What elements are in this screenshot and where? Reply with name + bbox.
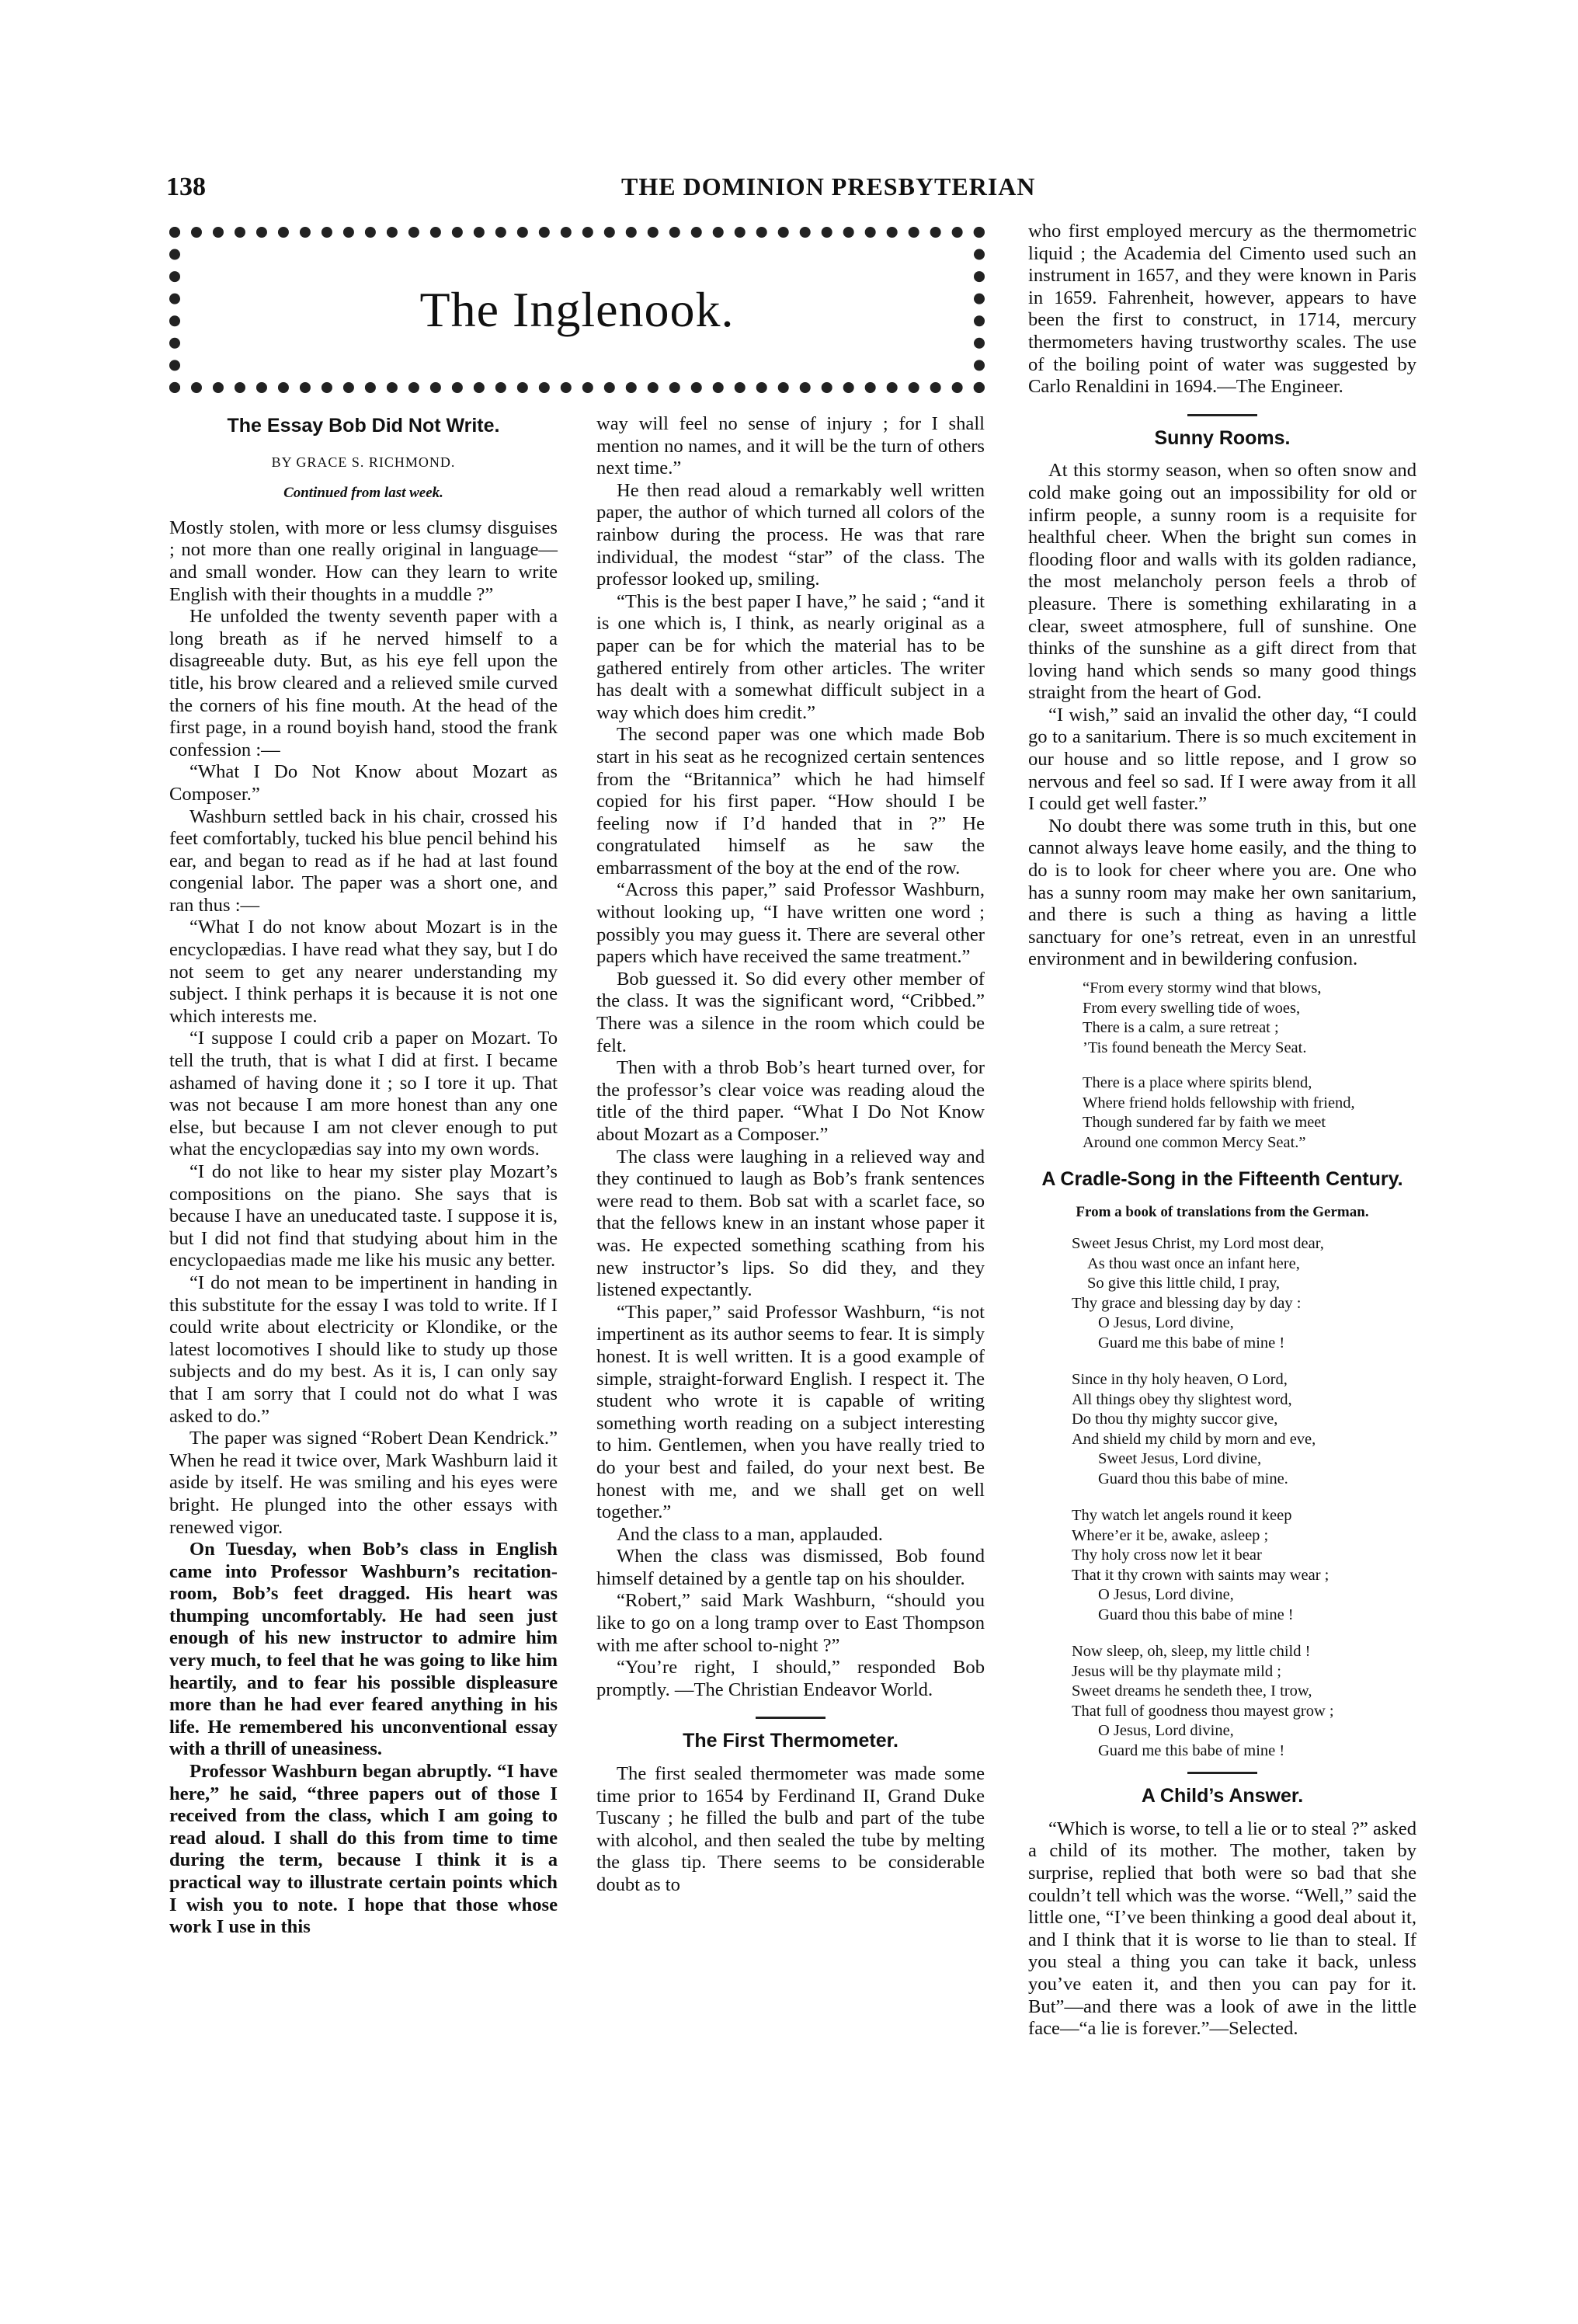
sunny-rooms-paragraph: “I wish,” said an invalid the other day, “I could go to a sanitarium. There is so much excitement in our house and so little repose, and I grow so nervous and feel so sad. If I were away from it all I could get well faster.” [1028, 704, 1416, 815]
poem-line: Thy watch let angels round it keep [1072, 1507, 1292, 1525]
poem-line: So give this little child, I pray, [1087, 1275, 1281, 1292]
poem-line: That it thy crown with saints may wear ; [1072, 1566, 1329, 1584]
poem-stanza [1083, 1073, 1416, 1153]
essay-paragraph: “Across this paper,” said Professor Washburn, without looking up, “I have written one word ; possibly you may guess it. There are several other papers which have received the same treatment.” [596, 879, 985, 968]
cradle-song-title: A Cradle-Song in the Fifteenth Century. [1041, 1168, 1403, 1190]
essay-paragraph: “You’re right, I should,” responded Bob promptly. —The Christian Endeavor World. [596, 1657, 985, 1700]
thermometer-paragraph: who first employed mercury as the thermometric liquid ; the Academia del Cimento used such an instrument in 1657, and they were known in Paris in 1659. Fahrenheit, however, appears to have been the first to construct, in 1714, mercury thermometers having trustworthy scales. The use of the boiling point of water was suggested by Carlo Renaldini in 1694.—The Engineer. [1028, 221, 1416, 398]
sunny-rooms-title: Sunny Rooms. [1154, 426, 1291, 449]
poem-line: Jesus will be thy playmate mild ; [1072, 1662, 1281, 1680]
section-divider [756, 1717, 825, 1719]
essay-paragraph: On Tuesday, when Bob’s class in English came into Professor Washburn’s recitation-room, Bob’s feet dragged. His heart was thumping uncomfortably. He had seen just enough of his new instructor to admire him very much, to feel that he was going to like him heartily, and to fear his possible displeasure more than he had ever feared anything in his life. He remembered his unconventional essay with a thrill of uneasiness. [169, 1539, 558, 1760]
essay-paragraph: “I do not like to hear my sister play Mozart’s compositions on the piano. She says that is because I have an uneducated taste. I suppose it is, but I did not find that studying about him in the encyclopaedias made me like his music any better. [169, 1161, 558, 1272]
poem-line: Do thou thy mighty succor give, [1072, 1411, 1278, 1428]
column-2 [596, 413, 985, 1897]
cradle-song-poem [1072, 1234, 1416, 1761]
poem-line: From every swelling tide of woes, [1083, 999, 1301, 1017]
childs-answer-paragraph: “Which is worse, to tell a lie or to steal ?” asked a child of its mother. The mother, taken by surprise, replied that both were so bad that she couldn’t tell which was the worse. “Well,” said the little one, “I’ve been thinking a good deal about it, and I think that it is worse to lie than to steal. If you steal a thing you can take it back, unless you’ve eaten it, and then you can pay for it. But”—and there was a look of awe in the little face—“a lie is forever.”—Selected. [1028, 1818, 1416, 2040]
poem-line: Sweet Jesus, Lord divine, [1098, 1450, 1262, 1468]
essay-paragraph: Bob guessed it. So did every other member of the class. It was the significant word, “Cribbed.” There was a silence in the room which could be felt. [596, 968, 985, 1056]
poem-line: There is a place where spirits blend, [1083, 1074, 1312, 1091]
poem-line: Thy grace and blessing day by day : [1072, 1294, 1302, 1312]
essay-paragraph: The second paper was one which made Bob start in his seat as he recognized certain sentences from the “Britannica” which he had himself copied for his first paper. “How should I be feeling now if I’d handed that in ?” He congratulated himself as he saw the embarrassment of the boy at the end of the row. [596, 724, 985, 878]
cradle-song-note: From a book of translations from the German. [1076, 1203, 1369, 1220]
section-banner [169, 227, 985, 393]
essay-paragraph: “What I do not know about Mozart is in the encyclopædias. I have read what they say, but I do not seem to get any nearer understanding my subject. I think perhaps it is because it is not one which interests me. [169, 917, 558, 1027]
essay-paragraph: Then with a throb Bob’s heart turned over, for the professor’s clear voice was reading aloud the title of the third paper. “What I Do Not Know about Mozart as a Composer.” [596, 1057, 985, 1145]
essay-paragraph: “This paper,” said Professor Washburn, “is not impertinent as its author seems to fear. It is simply honest. It is well written. It is a good example of simple, straight-forward English. I respect it. The student who wrote it is capable of writing something worth reading on a subject interesting to him. Gentlemen, when you have really tried to do your best and failed, do your next best. Be honest with me, and we shall get on well together.” [596, 1301, 985, 1523]
poem-line: Around one common Mercy Seat.” [1083, 1133, 1306, 1151]
essay-paragraph: He then read aloud a remarkably well written paper, the author of which turned all colors of the rainbow during the process. He was that rare individual, the modest “star” of the class. The professor looked up, smiling. [596, 479, 985, 590]
essay-continued-note: Continued from last week. [283, 485, 443, 502]
poem-line: Since in thy holy heaven, O Lord, [1072, 1371, 1288, 1389]
essay-title: The Essay Bob Did Not Write. [227, 415, 500, 437]
poem-line: Where friend holds fellowship with friend, [1083, 1094, 1355, 1112]
poem-line: Thy holy cross now let it bear [1072, 1546, 1262, 1564]
essay-paragraph: Washburn settled back in his chair, crossed his feet comfortably, tucked his blue pencil behind his ear, and began to read as if he had at last found congenial labor. The paper was a short one, and ran thus :— [169, 805, 558, 916]
poem-stanza [1072, 1642, 1416, 1761]
poem-line: That full of goodness thou mayest grow ; [1072, 1702, 1334, 1720]
poem-line: Where’er it be, awake, asleep ; [1072, 1526, 1269, 1544]
poem-line: As thou wast once an infant here, [1087, 1254, 1300, 1272]
poem-line: All things obey thy slightest word, [1072, 1390, 1292, 1408]
poem-line: “From every stormy wind that blows, [1083, 979, 1322, 997]
poem-stanza [1072, 1506, 1416, 1625]
essay-paragraph: The paper was signed “Robert Dean Kendrick.” When he read it twice over, Mark Washburn laid it aside by itself. He was smiling and his eyes were bright. He plunged into the other essays with renewed vigor. [169, 1428, 558, 1538]
essay-paragraph: “This is the best paper I have,” he said ; “and it is one which is, I think, as nearly original as a paper can be for which the material has to be gathered entirely from other articles. The writer has dealt with a somewhat difficult subject in a way which does him credit.” [596, 590, 985, 723]
essay-byline: BY GRACE S. RICHMOND. [271, 454, 456, 470]
essay-paragraph: “What I Do Not Know about Mozart as Composer.” [169, 761, 558, 805]
mercy-seat-poem [1083, 979, 1416, 1153]
thermometer-paragraph: The first sealed thermometer was made some time prior to 1654 by Ferdinand II, Grand Duke Tuscany ; he filled the bulb and part of the tube with alcohol, and then sealed the tube by melting the glass tip. There seems to be considerable doubt as to [596, 1763, 985, 1895]
page-number: 138 [166, 172, 206, 201]
essay-paragraph: “Robert,” said Mark Washburn, “should you like to go on a long tramp over to East Thompson with me after school to-night ?” [596, 1590, 985, 1656]
essay-paragraph: And the class to a man, applauded. [617, 1523, 883, 1545]
essay-paragraph: The class were laughing in a relieved way and they continued to laugh as Bob’s frank sentences were read to them. Bob sat with a scarlet face, so that the fellows knew in an instant whose paper it was. He expected something scathing from his new instructor’s lips. So did they, and they listened expectantly. [596, 1146, 985, 1301]
essay-paragraph: “I suppose I could crib a paper on Mozart. To tell the truth, that is what I did at first. I became ashamed of having done it ; so I tore it up. That was not because I am more honest than any one else, but because I am not clever enough to put what the encyclopædias say into my own words. [169, 1028, 558, 1160]
essay-paragraph: way will feel no sense of injury ; for I shall mention no names, and it will be the turn of others next time.” [596, 413, 985, 479]
poem-line: Guard thou this babe of mine ! [1098, 1606, 1294, 1623]
column-1 [169, 415, 558, 1939]
poem-line: Though sundered far by faith we meet [1083, 1114, 1326, 1131]
poem-line: Sweet Jesus Christ, my Lord most dear, [1072, 1235, 1324, 1253]
sunny-rooms-paragraph: At this stormy season, when so often snow and cold make going out an impossibility for old or infirm people, a sunny room is a requisite for healthful cheer. When the bright sun comes in flooding floor and walls with its golden radiance, the most melancholy person feels a throb of pleasure. There is something exhilarating in a clear, sweet atmosphere, full of sunshine. One thinks of the sunshine as a gift direct from that loving hand which sends so many good things straight from the heart of God. [1028, 460, 1416, 704]
poem-line: And shield my child by morn and eve, [1072, 1430, 1316, 1448]
section-title: The Inglenook. [419, 282, 735, 337]
poem-line: Sweet dreams he sendeth thee, I trow, [1072, 1682, 1312, 1700]
poem-line: ’Tis found beneath the Mercy Seat. [1083, 1038, 1307, 1056]
thermometer-title: The First Thermometer. [683, 1730, 898, 1752]
poem-stanza [1072, 1370, 1416, 1489]
section-divider [1187, 414, 1257, 416]
poem-line: O Jesus, Lord divine, [1098, 1722, 1234, 1740]
poem-line: Now sleep, oh, sleep, my little child ! [1072, 1643, 1311, 1661]
poem-line: Guard me this babe of mine ! [1098, 1334, 1285, 1352]
poem-line: Guard thou this babe of mine. [1098, 1470, 1288, 1487]
essay-paragraph: Mostly stolen, with more or less clumsy disguises ; not more than one really original in language—and small wonder. How can they learn to write English with their thoughts in a muddle ?” [169, 517, 558, 605]
sunny-rooms-paragraph: No doubt there was some truth in this, but one cannot always leave home easily, and the thing to do is to look for cheer where you are. One who has a sunny room may make her own sanitarium, and there is such a thing as having a little sanctuary for one’s retreat, even in an unrestful environment and in bewildering confusion. [1028, 815, 1416, 970]
poem-line: Guard me this babe of mine ! [1098, 1741, 1285, 1759]
essay-paragraph: When the class was dismissed, Bob found himself detained by a gentle tap on his shoulder. [596, 1546, 985, 1589]
essay-paragraph: He unfolded the twenty seventh paper with a long breath as if he nerved himself to a disagreeable duty. But, as his eye fell upon the title, his brow cleared and a relieved smile curved the corners of his fine mouth. At the head of the first page, in a round boyish hand, stood the frank confession :— [169, 606, 558, 760]
poem-line: O Jesus, Lord divine, [1098, 1314, 1234, 1332]
poem-stanza [1083, 979, 1416, 1058]
essay-paragraph: Professor Washburn began abruptly. “I have here,” he said, “three papers out of those I received from the class, which I am going to read aloud. I shall do this from time to time during the term, because I think it is a practical way to illustrate certain points which I wish you to note. I hope that those whose work I use in this [169, 1761, 558, 1938]
publication-title: THE DOMINION PRESBYTERIAN [621, 172, 1036, 200]
column-3 [1028, 221, 1416, 2040]
poem-line: There is a calm, a sure retreat ; [1083, 1019, 1279, 1036]
section-divider [1187, 1772, 1257, 1774]
poem-line: O Jesus, Lord divine, [1098, 1586, 1234, 1604]
poem-stanza [1072, 1234, 1416, 1353]
childs-answer-title: A Child’s Answer. [1141, 1785, 1304, 1807]
essay-paragraph: “I do not mean to be impertinent in handing in this substitute for the essay I was told to write. If I could write about electricity or Klondike, or the latest locomotives I should like to study up those subjects and do my best. As it is, I can only say that I am sorry that I could not do what I was asked to do.” [169, 1272, 558, 1427]
